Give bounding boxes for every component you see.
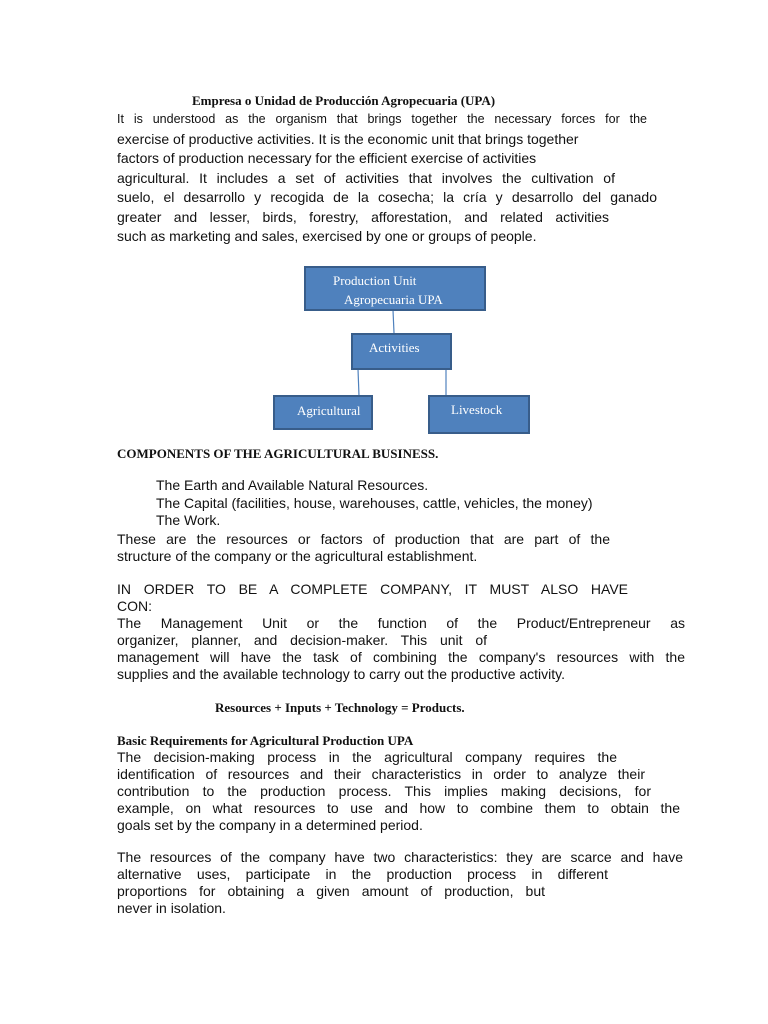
intro-paragraph (117, 110, 685, 247)
resources-line: never in isolation. (117, 900, 226, 916)
components-paragraph-line: These are the resources or factors of production that are part of the (117, 531, 610, 547)
connector-activities-agricultural (358, 369, 359, 396)
diagram-root-box (304, 266, 486, 311)
requirements-line: identification of resources and their characteristics in order to analyze their (117, 766, 645, 782)
complete-company-line: organizer, planner, and decision-maker. This unit of (117, 632, 487, 648)
resources-line: alternative uses, participate in the production process in different (117, 866, 608, 882)
diagram-root-label-2: Agropecuaria UPA (344, 292, 443, 307)
components-list-item: The Capital (facilities, house, warehouses, cattle, vehicles, the money) (156, 494, 593, 511)
resources-line: The resources of the company have two characteristics: they are scarce and have (117, 849, 683, 865)
requirements-line: contribution to the production process. This implies making decisions, for (117, 783, 651, 799)
components-list-item: The Work. (156, 512, 221, 528)
intro-line: It is understood as the organism that brings together the necessary forces for the (117, 112, 647, 126)
intro-line: factors of production necessary for the efficient exercise of activities (117, 150, 537, 166)
components-paragraph (117, 531, 685, 565)
resources-line: proportions for obtaining a given amount of production, but (117, 883, 545, 899)
document-title: Empresa o Unidad de Producción Agropecuaria (UPA) (192, 93, 496, 108)
requirements-line: The decision-making process in the agricultural company requires the (117, 749, 617, 765)
complete-company-line: supplies and the available technology to carry out the productive activity. (117, 666, 565, 682)
requirements-line: goals set by the company in a determined period. (117, 817, 423, 833)
complete-company-paragraph (117, 581, 685, 683)
requirements-line: example, on what resources to use and how to combine them to obtain the (117, 800, 680, 816)
diagram-root-label-1: Production Unit (333, 273, 417, 288)
components-paragraph-line: structure of the company or the agricultural establishment. (117, 548, 478, 564)
resources-paragraph (117, 849, 685, 917)
diagram-agricultural-box (273, 395, 373, 430)
components-list-item: The Earth and Available Natural Resources. (156, 477, 429, 493)
formula-line: Resources + Inputs + Technology = Products. (215, 700, 465, 715)
diagram-activities-label: Activities (369, 340, 420, 355)
diagram-activities-box (351, 333, 452, 370)
complete-company-line: CON: (117, 598, 152, 614)
intro-line: exercise of productive activities. It is the economic unit that brings together (117, 130, 579, 147)
components-heading: COMPONENTS OF THE AGRICULTURAL BUSINESS. (117, 446, 439, 461)
intro-line: agricultural. It includes a set of activities that involves the cultivation of (117, 169, 615, 186)
complete-company-line: management will have the task of combining the company's resources with the (117, 649, 685, 665)
diagram-livestock-box (428, 395, 530, 434)
intro-line: suelo, el desarrollo y recogida de la cosecha; la cría y desarrollo del ganado (117, 189, 657, 205)
diagram-agricultural-label: Agricultural (297, 403, 361, 418)
components-list (142, 477, 593, 530)
requirements-heading: Basic Requirements for Agricultural Production UPA (117, 733, 414, 748)
intro-line: such as marketing and sales, exercised by one or groups of people. (117, 228, 537, 244)
requirements-paragraph (117, 749, 685, 834)
connector-root-activities (393, 310, 394, 333)
complete-company-line: IN ORDER TO BE A COMPLETE COMPANY, IT MUST ALSO HAVE (117, 581, 628, 597)
complete-company-line: The Management Unit or the function of the Product/Entrepreneur as (117, 615, 685, 631)
intro-line: greater and lesser, birds, forestry, afforestation, and related activities (117, 208, 609, 225)
diagram-livestock-label: Livestock (451, 402, 503, 417)
